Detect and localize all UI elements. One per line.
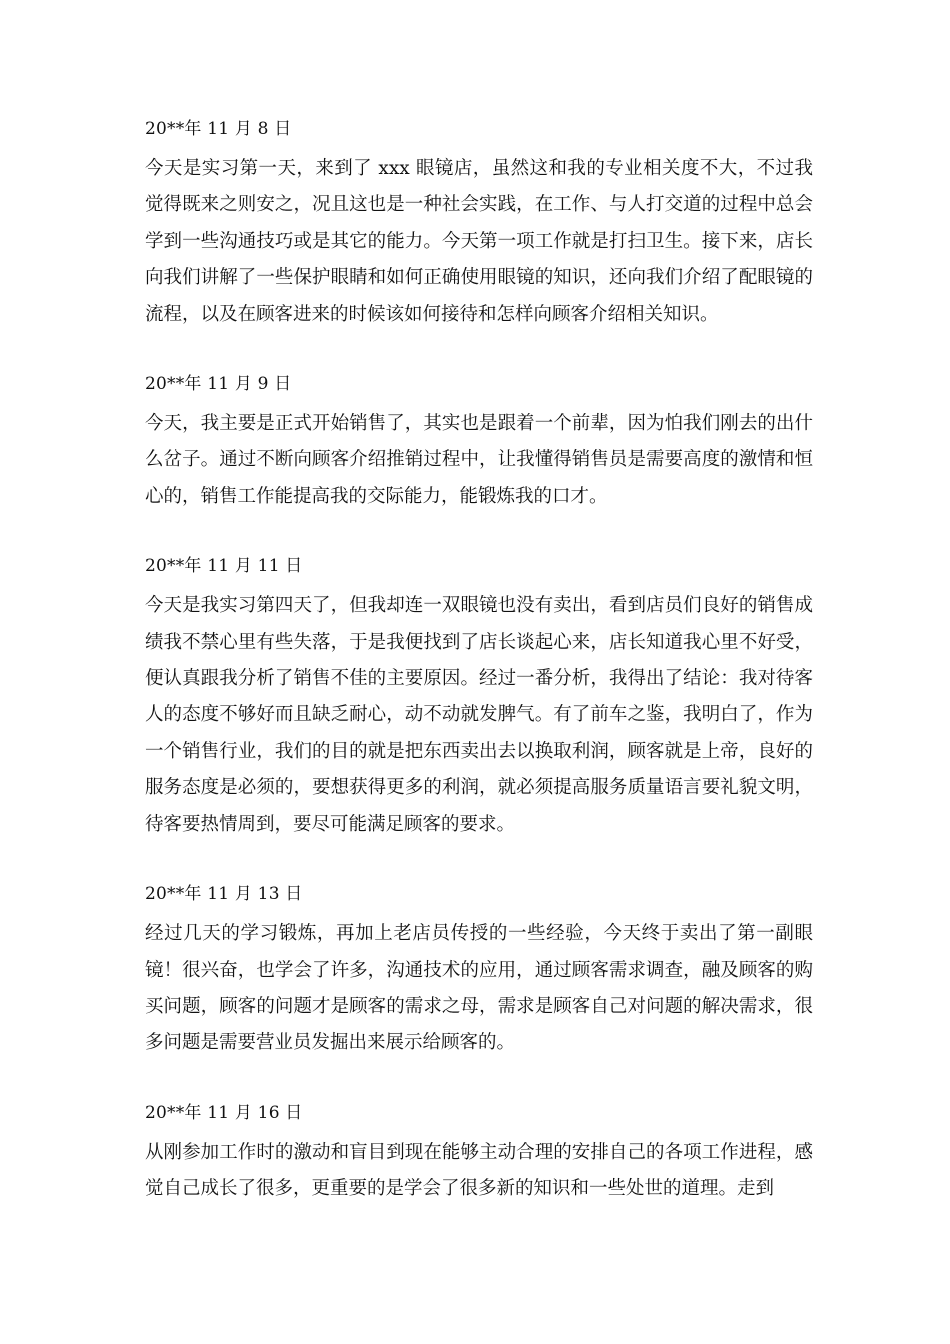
entry-text: 今天，我主要是正式开始销售了，其实也是跟着一个前辈，因为怕我们刚去的出什么岔子。通过不断向顾客介绍推销过程中，让我懂得销售员是需要高度的激情和恒心的，销售工作能提高我的交际能力，能锻炼我的口才。 <box>145 413 813 507</box>
diary-entry <box>145 1099 813 1208</box>
entry-date: 20**年 11 月 16 日 <box>145 1102 303 1123</box>
diary-entry <box>145 370 813 515</box>
entry-date: 20**年 11 月 9 日 <box>145 374 292 395</box>
entry-date: 20**年 11 月 13 日 <box>145 884 303 905</box>
entry-text: 从刚参加工作时的激动和盲目到现在能够主动合理的安排自己的各项工作进程，感觉自己成长了很多，更重要的是学会了很多新的知识和一些处世的道理。走到 <box>145 1141 813 1200</box>
entry-date: 20**年 11 月 11 日 <box>145 556 303 577</box>
document-page <box>145 115 813 1245</box>
entry-text: 今天是我实习第四天了，但我却连一双眼镜也没有卖出，看到店员们良好的销售成绩我不禁心里有些失落，于是我便找到了店长谈起心来，店长知道我心里不好受，便认真跟我分析了销售不佳的主要原因。经过一番分析，我得出了结论：我对待客人的态度不够好而且缺乏耐心，动不动就发脾气。有了前车之鉴，我明白了，作为一个销售行业，我们的目的就是把东西卖出去以换取利润，顾客就是上帝，良好的服务态度是必须的，要想获得更多的利润，就必须提高服务质量语言要礼貌文明，待客要热情周到，要尽可能满足顾客的要求。 <box>145 595 813 835</box>
entry-date: 20**年 11 月 8 日 <box>145 119 292 139</box>
diary-entry <box>145 115 813 333</box>
entry-text: 今天是实习第一天，来到了 xxx 眼镜店，虽然这和我的专业相关度不大，不过我觉得既来之则安之，况且这也是一种社会实践，在工作、与人打交道的过程中总会学到一些沟通技巧或是其它的能力。今天第一项工作就是打扫卫生。接下来，店长向我们讲解了一些保护眼睛和如何正确使用眼镜的知识，还向我们介绍了配眼镜的流程，以及在顾客进来的时候该如何接待和怎样向顾客介绍相关知识。 <box>145 158 813 325</box>
entry-text: 经过几天的学习锻炼，再加上老店员传授的一些经验，今天终于卖出了第一副眼镜！很兴奋，也学会了许多，沟通技术的应用，通过顾客需求调查，融及顾客的购买问题，顾客的问题才是顾客的需求之母，需求是顾客自己对问题的解决需求，很多问题是需要营业员发掘出来展示给顾客的。 <box>145 923 813 1054</box>
diary-entry <box>145 552 813 843</box>
diary-entry <box>145 880 813 1062</box>
